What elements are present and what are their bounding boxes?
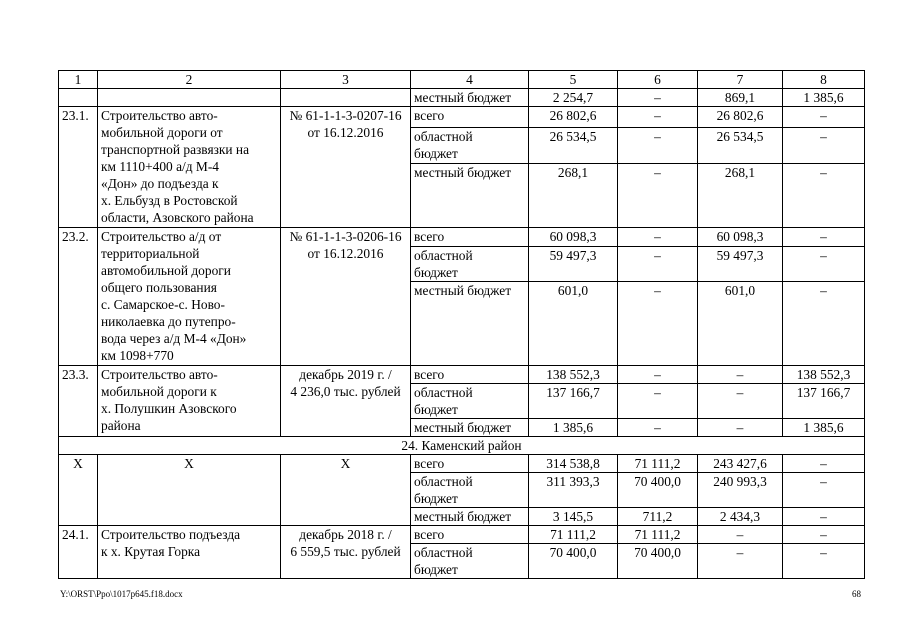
value-col5: 70 400,0	[529, 544, 618, 579]
item-name-line: территориальной	[101, 246, 200, 261]
value-col6: –	[618, 247, 698, 282]
value-col5: 26 802,6	[529, 107, 618, 128]
value-col5: 2 254,7	[529, 89, 618, 107]
value-col6: –	[618, 384, 698, 419]
funding-label-line: областной	[414, 248, 473, 263]
item-document: Х	[281, 455, 411, 526]
item-name-line: Строительство а/д от	[101, 229, 222, 244]
value-col6: –	[618, 228, 698, 247]
document-line: декабрь 2018 г. /	[299, 527, 392, 542]
item-name-line: «Дон» до подъезда к	[101, 176, 219, 191]
item-name-line: транспортной развязки на	[101, 142, 250, 157]
value-col7: 60 098,3	[698, 228, 783, 247]
item-name-line: вода через а/д М-4 «Дон»	[101, 331, 247, 346]
value-col6: –	[618, 282, 698, 366]
document-line: № 61-1-1-3-0207-16	[289, 108, 402, 123]
value-col7: 240 993,3	[698, 473, 783, 508]
item-document	[281, 366, 411, 437]
value-col7: –	[698, 544, 783, 579]
item-name-line: автомобильной дороги	[101, 263, 231, 278]
value-col8: –	[783, 282, 865, 366]
funding-label-line: областной	[414, 545, 473, 560]
value-col8: –	[783, 247, 865, 282]
funding-label: всего	[411, 107, 529, 128]
document-line: 6 559,5 тыс. рублей	[290, 544, 401, 559]
table-row	[59, 366, 865, 384]
value-col6: –	[618, 89, 698, 107]
funding-label: всего	[411, 455, 529, 473]
table-row	[59, 107, 865, 128]
document-line: декабрь 2019 г. /	[299, 367, 392, 382]
item-name-line: к х. Крутая Горка	[101, 544, 201, 559]
empty-cell	[59, 89, 98, 107]
value-col5: 601,0	[529, 282, 618, 366]
value-col6: –	[618, 366, 698, 384]
col-header-1: 1	[59, 71, 98, 89]
item-document	[281, 228, 411, 366]
value-col8: –	[783, 544, 865, 579]
item-name-line: района	[101, 418, 141, 433]
item-name-line: х. Полушкин Азовского	[101, 401, 237, 416]
page-number: 68	[852, 589, 861, 599]
funding-label	[411, 473, 529, 508]
value-col7: –	[698, 419, 783, 437]
funding-label: местный бюджет	[411, 508, 529, 526]
item-name-line: николаевка до путепро-	[101, 314, 236, 329]
col-header-3: 3	[281, 71, 411, 89]
value-col7: 243 427,6	[698, 455, 783, 473]
funding-label: местный бюджет	[411, 89, 529, 107]
value-col5: 71 111,2	[529, 526, 618, 544]
value-col7: –	[698, 366, 783, 384]
table-row	[59, 228, 865, 247]
funding-label-line: бюджет	[414, 146, 458, 161]
value-col5: 138 552,3	[529, 366, 618, 384]
item-name: Х	[98, 455, 281, 526]
col-header-8: 8	[783, 71, 865, 89]
value-col5: 268,1	[529, 164, 618, 228]
item-name	[98, 526, 281, 579]
table-row	[59, 437, 865, 455]
col-header-6: 6	[618, 71, 698, 89]
district-heading: 24. Каменский район	[59, 437, 865, 455]
item-name	[98, 228, 281, 366]
funding-label: местный бюджет	[411, 282, 529, 366]
funding-label	[411, 247, 529, 282]
empty-cell	[281, 89, 411, 107]
value-col8: –	[783, 164, 865, 228]
funding-label: всего	[411, 366, 529, 384]
funding-label	[411, 384, 529, 419]
funding-label: местный бюджет	[411, 164, 529, 228]
item-name-line: Строительство авто-	[101, 367, 218, 382]
value-col8: –	[783, 508, 865, 526]
item-document	[281, 526, 411, 579]
value-col6: 70 400,0	[618, 544, 698, 579]
value-col5: 60 098,3	[529, 228, 618, 247]
funding-label-line: бюджет	[414, 265, 458, 280]
funding-label: местный бюджет	[411, 419, 529, 437]
value-col5: 137 166,7	[529, 384, 618, 419]
value-col8: –	[783, 526, 865, 544]
value-col5: 26 534,5	[529, 128, 618, 164]
item-number: 23.3.	[59, 366, 98, 437]
value-col6: 70 400,0	[618, 473, 698, 508]
funding-label-line: бюджет	[414, 402, 458, 417]
footer-file-path: Y:\ORST\Ppo\1017p645.f18.docx	[60, 589, 183, 599]
col-header-2: 2	[98, 71, 281, 89]
value-col5: 59 497,3	[529, 247, 618, 282]
document-line: 4 236,0 тыс. рублей	[290, 384, 401, 399]
value-col8: 1 385,6	[783, 89, 865, 107]
value-col7: 26 802,6	[698, 107, 783, 128]
value-col7: –	[698, 526, 783, 544]
funding-label-line: бюджет	[414, 491, 458, 506]
table-row	[59, 526, 865, 544]
col-header-4: 4	[411, 71, 529, 89]
empty-cell	[98, 89, 281, 107]
value-col6: –	[618, 128, 698, 164]
item-name-line: мобильной дороги к	[101, 384, 217, 399]
budget-table	[58, 70, 865, 579]
item-document	[281, 107, 411, 228]
value-col7: 601,0	[698, 282, 783, 366]
item-number: 23.1.	[59, 107, 98, 228]
funding-label-line: областной	[414, 474, 473, 489]
funding-label	[411, 128, 529, 164]
value-col7: 869,1	[698, 89, 783, 107]
value-col5: 1 385,6	[529, 419, 618, 437]
col-header-7: 7	[698, 71, 783, 89]
item-name	[98, 366, 281, 437]
item-name	[98, 107, 281, 228]
value-col5: 311 393,3	[529, 473, 618, 508]
value-col5: 314 538,8	[529, 455, 618, 473]
item-number: 24.1.	[59, 526, 98, 579]
value-col6: 71 111,2	[618, 526, 698, 544]
value-col7: 26 534,5	[698, 128, 783, 164]
value-col6: 711,2	[618, 508, 698, 526]
item-number: 23.2.	[59, 228, 98, 366]
item-name-line: с. Самарское-с. Ново-	[101, 297, 225, 312]
value-col7: 268,1	[698, 164, 783, 228]
value-col7: 2 434,3	[698, 508, 783, 526]
item-name-line: мобильной дороги от	[101, 125, 223, 140]
value-col7: –	[698, 384, 783, 419]
value-col8: –	[783, 228, 865, 247]
value-col5: 3 145,5	[529, 508, 618, 526]
value-col6: –	[618, 419, 698, 437]
table-row	[59, 89, 865, 107]
value-col8: –	[783, 107, 865, 128]
value-col6: –	[618, 164, 698, 228]
item-name-line: общего пользования	[101, 280, 217, 295]
document-line: от 16.12.2016	[307, 125, 384, 140]
item-name-line: км 1098+770	[101, 348, 174, 363]
document-line: от 16.12.2016	[307, 246, 384, 261]
value-col6: –	[618, 107, 698, 128]
value-col7: 59 497,3	[698, 247, 783, 282]
document-line: № 61-1-1-3-0206-16	[289, 229, 402, 244]
col-header-5: 5	[529, 71, 618, 89]
item-name-line: области, Азовского района	[101, 210, 254, 225]
funding-label: всего	[411, 526, 529, 544]
table-row	[59, 455, 865, 473]
value-col8: –	[783, 455, 865, 473]
funding-label	[411, 544, 529, 579]
item-name-line: Строительство подъезда	[101, 527, 241, 542]
value-col6: 71 111,2	[618, 455, 698, 473]
item-name-line: Строительство авто-	[101, 108, 218, 123]
funding-label-line: областной	[414, 129, 473, 144]
value-col8: –	[783, 473, 865, 508]
value-col8: 1 385,6	[783, 419, 865, 437]
value-col8: –	[783, 128, 865, 164]
value-col8: 138 552,3	[783, 366, 865, 384]
funding-label-line: областной	[414, 385, 473, 400]
item-number: Х	[59, 455, 98, 526]
value-col8: 137 166,7	[783, 384, 865, 419]
funding-label-line: бюджет	[414, 562, 458, 577]
header-row	[59, 71, 865, 89]
item-name-line: км 1110+400 а/д М-4	[101, 159, 219, 174]
funding-label: всего	[411, 228, 529, 247]
item-name-line: х. Ельбузд в Ростовской	[101, 193, 238, 208]
